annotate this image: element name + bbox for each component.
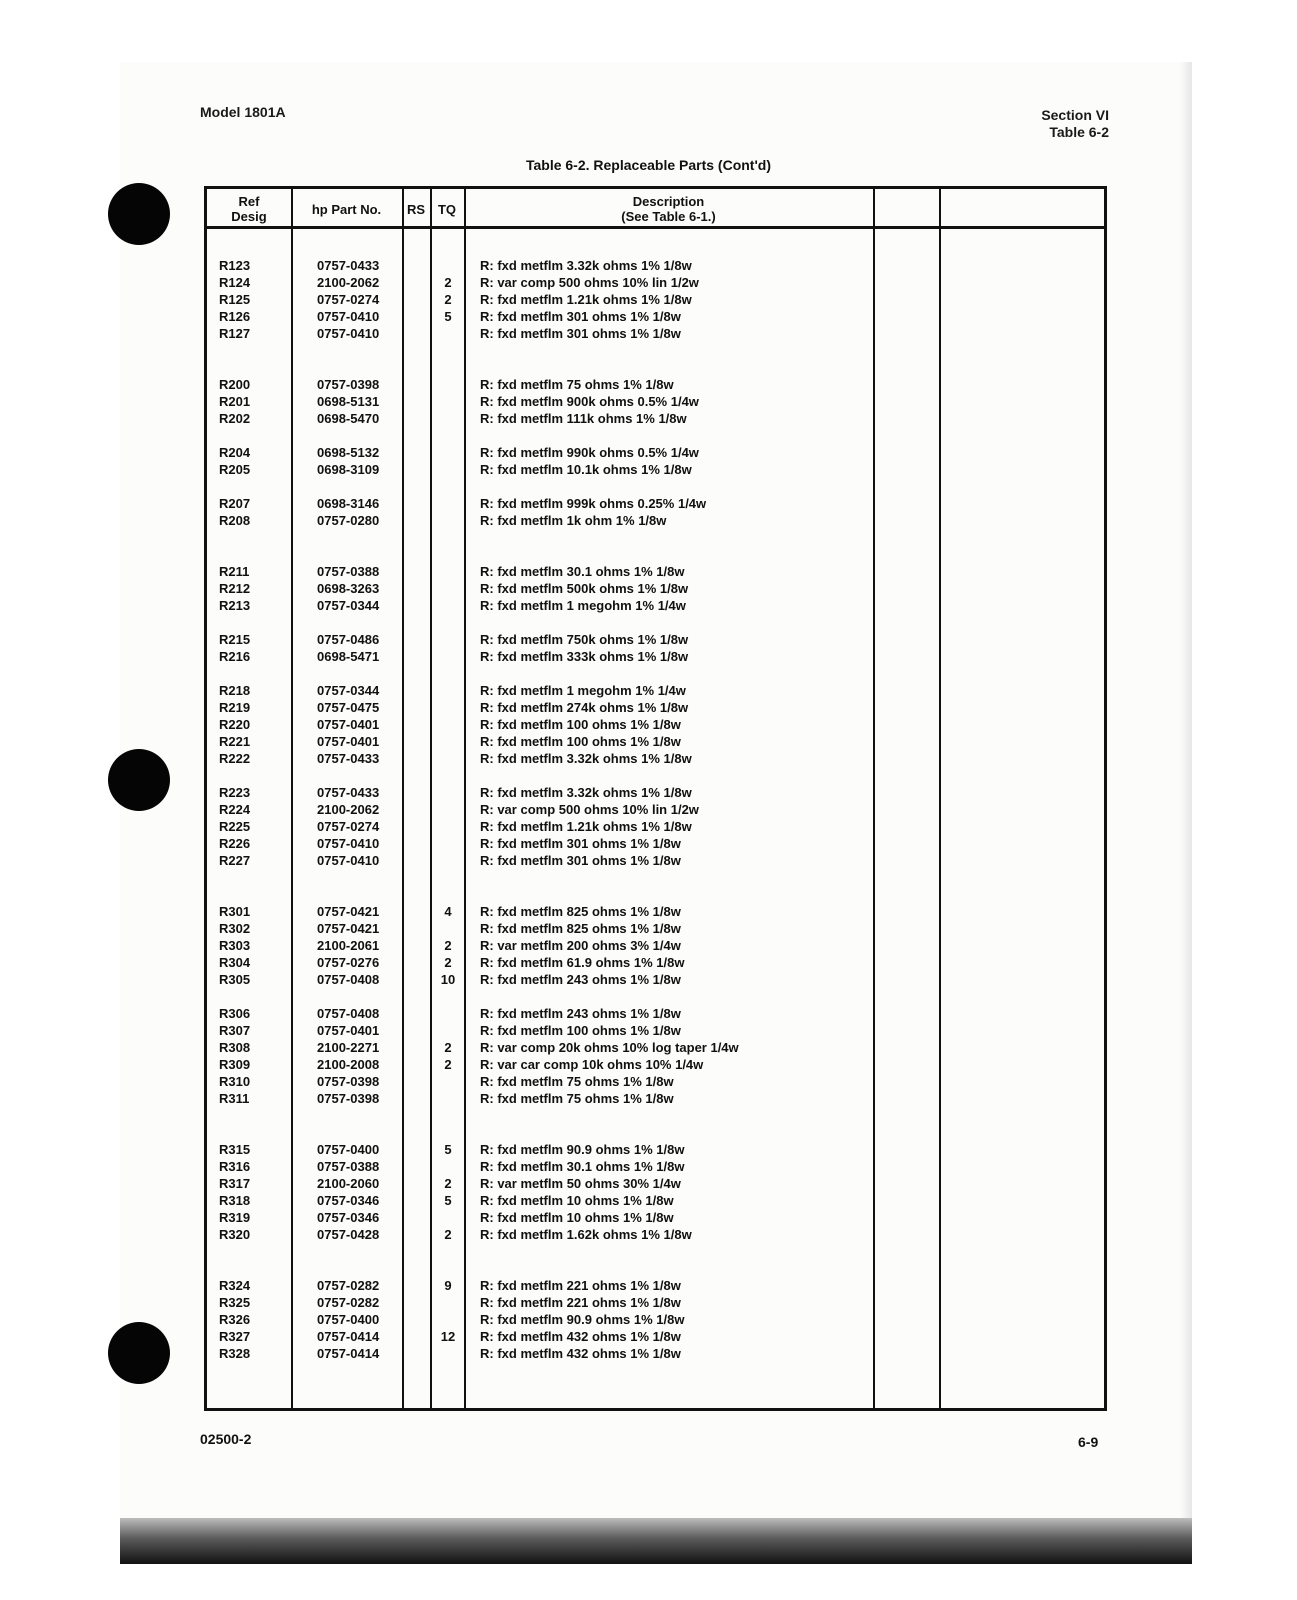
binder-hole [108, 1322, 170, 1384]
part-number-cell: 2100-2061 [317, 938, 380, 953]
description-cell: R: fxd metflm 990k ohms 0.5% 1/4w [480, 445, 699, 460]
part-number-cell: 0698-5132 [317, 445, 380, 460]
tq-cell: 10 [440, 972, 456, 987]
binder-hole [108, 183, 170, 245]
tq-cell: 2 [444, 1176, 452, 1191]
table-row [207, 1294, 1104, 1311]
table-row [207, 699, 1104, 716]
tq-cell: 4 [444, 904, 452, 919]
description-cell: R: var comp 20k ohms 10% log taper 1/4w [480, 1040, 739, 1055]
table-row [207, 274, 1104, 291]
part-number-cell: 0757-0408 [317, 1006, 380, 1021]
ref-desig-cell: R211 [219, 564, 250, 579]
part-number-cell: 0757-0410 [317, 853, 380, 868]
ref-desig-cell: R205 [219, 462, 251, 477]
part-number-cell: 0757-0346 [317, 1193, 380, 1208]
description-cell: R: fxd metflm 100 ohms 1% 1/8w [480, 717, 681, 732]
ref-desig-cell: R216 [219, 649, 251, 664]
row-spacer [207, 427, 1104, 444]
table-row [207, 818, 1104, 835]
table-row [207, 1311, 1104, 1328]
table-row [207, 648, 1104, 665]
ref-desig-cell: R328 [219, 1346, 251, 1361]
table-row [207, 308, 1104, 325]
ref-desig-cell: R307 [219, 1023, 251, 1038]
table-row [207, 801, 1104, 818]
part-number-cell: 0757-0428 [317, 1227, 380, 1242]
description-cell: R: fxd metflm 301 ohms 1% 1/8w [480, 326, 681, 341]
ref-desig-cell: R222 [219, 751, 251, 766]
ref-desig-cell: R324 [219, 1278, 251, 1293]
page-edge [1180, 62, 1192, 1562]
table-row [207, 1328, 1104, 1345]
description-cell: R: fxd metflm 825 ohms 1% 1/8w [480, 904, 681, 919]
description-cell: R: fxd metflm 90.9 ohms 1% 1/8w [480, 1142, 685, 1157]
description-cell: R: fxd metflm 111k ohms 1% 1/8w [480, 411, 687, 426]
ref-desig-cell: R207 [219, 496, 251, 511]
part-number-cell: 0698-5471 [317, 649, 380, 664]
table-ref-label: Table 6-2 [1049, 124, 1109, 140]
ref-desig-cell: R213 [219, 598, 251, 613]
description-cell: R: fxd metflm 75 ohms 1% 1/8w [480, 377, 674, 392]
ref-desig-cell: R208 [219, 513, 251, 528]
ref-desig-cell: R316 [219, 1159, 251, 1174]
part-number-cell: 0757-0388 [317, 564, 380, 579]
col-ref-header [207, 191, 291, 227]
part-number-cell: 0757-0414 [317, 1346, 380, 1361]
section-header [1041, 107, 1109, 141]
table-row [207, 1158, 1104, 1175]
ref-desig-cell: R127 [219, 326, 251, 341]
table-row [207, 1141, 1104, 1158]
ref-desig-cell: R220 [219, 717, 251, 732]
table-row [207, 1192, 1104, 1209]
table-row [207, 954, 1104, 971]
part-number-cell: 0757-0274 [317, 819, 380, 834]
table-row [207, 631, 1104, 648]
table-row [207, 1090, 1104, 1107]
table-row [207, 1005, 1104, 1022]
row-spacer [207, 478, 1104, 495]
doc-number: 02500-2 [200, 1431, 252, 1447]
col-desc-header [464, 191, 873, 227]
part-number-cell: 0757-0388 [317, 1159, 380, 1174]
part-number-cell: 0757-0401 [317, 717, 380, 732]
description-cell: R: fxd metflm 432 ohms 1% 1/8w [480, 1346, 681, 1361]
description-cell: R: var car comp 10k ohms 10% 1/4w [480, 1057, 704, 1072]
description-cell: R: fxd metflm 1k ohm 1% 1/8w [480, 513, 667, 528]
row-spacer [207, 529, 1104, 563]
description-cell: R: fxd metflm 3.32k ohms 1% 1/8w [480, 785, 692, 800]
row-spacer [207, 614, 1104, 631]
description-cell: R: fxd metflm 825 ohms 1% 1/8w [480, 921, 681, 936]
table-row [207, 971, 1104, 988]
ref-desig-cell: R319 [219, 1210, 251, 1225]
tq-cell: 2 [444, 1057, 452, 1072]
part-number-cell: 0698-5470 [317, 411, 380, 426]
ref-desig-cell: R125 [219, 292, 251, 307]
row-spacer [207, 869, 1104, 903]
col-ref-line1: Ref [238, 194, 260, 209]
description-cell: R: var metflm 200 ohms 3% 1/4w [480, 938, 681, 953]
ref-desig-cell: R305 [219, 972, 251, 987]
description-cell: R: fxd metflm 333k ohms 1% 1/8w [480, 649, 689, 664]
table-row [207, 1022, 1104, 1039]
part-number-cell: 0757-0346 [317, 1210, 380, 1225]
description-cell: R: fxd metflm 10.1k ohms 1% 1/8w [480, 462, 692, 477]
description-cell: R: fxd metflm 100 ohms 1% 1/8w [480, 734, 681, 749]
tq-cell: 12 [440, 1329, 456, 1344]
table-row [207, 461, 1104, 478]
description-cell: R: fxd metflm 1 megohm 1% 1/4w [480, 598, 686, 613]
description-cell: R: fxd metflm 30.1 ohms 1% 1/8w [480, 1159, 685, 1174]
table-row [207, 852, 1104, 869]
ref-desig-cell: R200 [219, 377, 251, 392]
ref-desig-cell: R126 [219, 309, 251, 324]
table-row [207, 1209, 1104, 1226]
part-number-cell: 0757-0433 [317, 785, 380, 800]
part-number-cell: 0757-0410 [317, 836, 380, 851]
col-desc-line1: Description [632, 194, 705, 209]
part-number-cell: 2100-2271 [317, 1040, 380, 1055]
part-number-cell: 0698-3263 [317, 581, 380, 596]
table-row [207, 1345, 1104, 1362]
table-row [207, 1039, 1104, 1056]
tq-cell: 2 [444, 955, 452, 970]
ref-desig-cell: R219 [219, 700, 251, 715]
ref-desig-cell: R315 [219, 1142, 251, 1157]
tq-cell: 5 [444, 309, 452, 324]
description-cell: R: fxd metflm 3.32k ohms 1% 1/8w [480, 258, 692, 273]
part-number-cell: 0757-0414 [317, 1329, 380, 1344]
ref-desig-cell: R124 [219, 275, 251, 290]
ref-desig-cell: R226 [219, 836, 251, 851]
table-row [207, 257, 1104, 274]
ref-desig-cell: R302 [219, 921, 251, 936]
description-cell: R: fxd metflm 999k ohms 0.25% 1/4w [480, 496, 707, 511]
part-number-cell: 2100-2062 [317, 802, 380, 817]
ref-desig-cell: R301 [219, 904, 251, 919]
table-row [207, 835, 1104, 852]
ref-desig-cell: R212 [219, 581, 251, 596]
description-cell: R: fxd metflm 432 ohms 1% 1/8w [480, 1329, 681, 1344]
description-cell: R: var comp 500 ohms 10% lin 1/2w [480, 802, 699, 817]
part-number-cell: 0757-0421 [317, 904, 380, 919]
description-cell: R: fxd metflm 1.21k ohms 1% 1/8w [480, 292, 692, 307]
description-cell: R: fxd metflm 1 megohm 1% 1/4w [480, 683, 686, 698]
table-row [207, 512, 1104, 529]
col-ref-line2: Desig [231, 209, 267, 224]
ref-desig-cell: R327 [219, 1329, 251, 1344]
ref-desig-cell: R202 [219, 411, 251, 426]
ref-desig-cell: R225 [219, 819, 251, 834]
description-cell: R: fxd metflm 1.21k ohms 1% 1/8w [480, 819, 692, 834]
col-tq-header: TQ [437, 201, 457, 217]
ref-desig-cell: R224 [219, 802, 251, 817]
ref-desig-cell: R320 [219, 1227, 251, 1242]
row-spacer [207, 1243, 1104, 1277]
table-row [207, 1073, 1104, 1090]
ref-desig-cell: R204 [219, 445, 251, 460]
table-row [207, 1226, 1104, 1243]
part-number-cell: 0757-0486 [317, 632, 380, 647]
description-cell: R: fxd metflm 750k ohms 1% 1/8w [480, 632, 689, 647]
description-cell: R: fxd metflm 900k ohms 0.5% 1/4w [480, 394, 699, 409]
part-number-cell: 0757-0401 [317, 734, 380, 749]
description-cell: R: fxd metflm 30.1 ohms 1% 1/8w [480, 564, 685, 579]
description-cell: R: fxd metflm 10 ohms 1% 1/8w [480, 1210, 674, 1225]
part-number-cell: 0757-0344 [317, 683, 380, 698]
ref-desig-cell: R317 [219, 1176, 251, 1191]
table-row [207, 393, 1104, 410]
table-row [207, 784, 1104, 801]
table-row [207, 682, 1104, 699]
tq-cell: 2 [444, 1227, 452, 1242]
ref-desig-cell: R311 [219, 1091, 250, 1106]
ref-desig-cell: R306 [219, 1006, 251, 1021]
table-row [207, 716, 1104, 733]
ref-desig-cell: R215 [219, 632, 251, 647]
table-row [207, 733, 1104, 750]
table-row [207, 325, 1104, 342]
part-number-cell: 0757-0400 [317, 1312, 380, 1327]
ref-desig-cell: R309 [219, 1057, 251, 1072]
table-row [207, 1175, 1104, 1192]
part-number-cell: 0757-0408 [317, 972, 380, 987]
description-cell: R: fxd metflm 61.9 ohms 1% 1/8w [480, 955, 685, 970]
table-body [207, 257, 1104, 1362]
part-number-cell: 2100-2062 [317, 275, 380, 290]
part-number-cell: 0757-0274 [317, 292, 380, 307]
table-row [207, 1056, 1104, 1073]
part-number-cell: 0698-3146 [317, 496, 380, 511]
part-number-cell: 0698-5131 [317, 394, 380, 409]
description-cell: R: fxd metflm 75 ohms 1% 1/8w [480, 1091, 674, 1106]
description-cell: R: fxd metflm 221 ohms 1% 1/8w [480, 1278, 681, 1293]
part-number-cell: 0757-0398 [317, 377, 380, 392]
ref-desig-cell: R308 [219, 1040, 251, 1055]
ref-desig-cell: R318 [219, 1193, 251, 1208]
description-cell: R: fxd metflm 301 ohms 1% 1/8w [480, 853, 681, 868]
ref-desig-cell: R227 [219, 853, 251, 868]
ref-desig-cell: R326 [219, 1312, 251, 1327]
part-number-cell: 0757-0280 [317, 513, 380, 528]
part-number-cell: 0757-0282 [317, 1295, 380, 1310]
part-number-cell: 0757-0410 [317, 309, 380, 324]
ref-desig-cell: R325 [219, 1295, 251, 1310]
col-part-header: hp Part No. [311, 201, 382, 217]
description-cell: R: fxd metflm 243 ohms 1% 1/8w [480, 972, 681, 987]
binder-hole [108, 749, 170, 811]
part-number-cell: 0757-0400 [317, 1142, 380, 1157]
col-desc-line2: (See Table 6-1.) [621, 209, 716, 224]
table-row [207, 920, 1104, 937]
part-number-cell: 0757-0410 [317, 326, 380, 341]
tq-cell: 2 [444, 1040, 452, 1055]
part-number-cell: 0757-0401 [317, 1023, 380, 1038]
ref-desig-cell: R201 [219, 394, 251, 409]
description-cell: R: var comp 500 ohms 10% lin 1/2w [480, 275, 699, 290]
row-spacer [207, 665, 1104, 682]
description-cell: R: fxd metflm 301 ohms 1% 1/8w [480, 836, 681, 851]
table-row [207, 444, 1104, 461]
part-number-cell: 0757-0344 [317, 598, 380, 613]
ref-desig-cell: R304 [219, 955, 251, 970]
scan-shadow [120, 1518, 1192, 1564]
description-cell: R: fxd metflm 243 ohms 1% 1/8w [480, 1006, 681, 1021]
part-number-cell: 0757-0421 [317, 921, 380, 936]
part-number-cell: 0757-0475 [317, 700, 380, 715]
part-number-cell: 2100-2008 [317, 1057, 380, 1072]
section-label: Section VI [1041, 107, 1109, 123]
table-row [207, 410, 1104, 427]
description-cell: R: fxd metflm 100 ohms 1% 1/8w [480, 1023, 681, 1038]
col-rs-header: RS [406, 201, 426, 217]
tq-cell: 5 [444, 1193, 452, 1208]
tq-cell: 2 [444, 292, 452, 307]
table-row [207, 937, 1104, 954]
description-cell: R: fxd metflm 1.62k ohms 1% 1/8w [480, 1227, 692, 1242]
table-title: Table 6-2. Replaceable Parts (Cont'd) [525, 157, 772, 173]
part-number-cell: 0698-3109 [317, 462, 380, 477]
row-spacer [207, 767, 1104, 784]
page-number: 6-9 [1078, 1434, 1099, 1450]
table-row [207, 597, 1104, 614]
table-row [207, 750, 1104, 767]
part-number-cell: 0757-0398 [317, 1091, 380, 1106]
table-row [207, 563, 1104, 580]
ref-desig-cell: R310 [219, 1074, 251, 1089]
description-cell: R: fxd metflm 274k ohms 1% 1/8w [480, 700, 689, 715]
tq-cell: 2 [444, 275, 452, 290]
part-number-cell: 0757-0433 [317, 258, 380, 273]
description-cell: R: fxd metflm 500k ohms 1% 1/8w [480, 581, 689, 596]
description-cell: R: fxd metflm 301 ohms 1% 1/8w [480, 309, 681, 324]
tq-cell: 5 [444, 1142, 452, 1157]
table-row [207, 903, 1104, 920]
description-cell: R: fxd metflm 221 ohms 1% 1/8w [480, 1295, 681, 1310]
tq-cell: 9 [444, 1278, 452, 1293]
table-row [207, 1277, 1104, 1294]
table-row [207, 376, 1104, 393]
model-header: Model 1801A [200, 104, 286, 120]
table-row [207, 495, 1104, 512]
description-cell: R: fxd metflm 3.32k ohms 1% 1/8w [480, 751, 692, 766]
ref-desig-cell: R221 [219, 734, 251, 749]
parts-table [204, 186, 1107, 1411]
ref-desig-cell: R223 [219, 785, 251, 800]
table-row [207, 291, 1104, 308]
part-number-cell: 0757-0433 [317, 751, 380, 766]
description-cell: R: var metflm 50 ohms 30% 1/4w [480, 1176, 681, 1191]
row-spacer [207, 1107, 1104, 1141]
part-number-cell: 0757-0276 [317, 955, 380, 970]
ref-desig-cell: R218 [219, 683, 251, 698]
row-spacer [207, 342, 1104, 376]
table-row [207, 580, 1104, 597]
part-number-cell: 0757-0282 [317, 1278, 380, 1293]
part-number-cell: 2100-2060 [317, 1176, 380, 1191]
ref-desig-cell: R303 [219, 938, 251, 953]
tq-cell: 2 [444, 938, 452, 953]
description-cell: R: fxd metflm 10 ohms 1% 1/8w [480, 1193, 674, 1208]
ref-desig-cell: R123 [219, 258, 251, 273]
description-cell: R: fxd metflm 75 ohms 1% 1/8w [480, 1074, 674, 1089]
part-number-cell: 0757-0398 [317, 1074, 380, 1089]
row-spacer [207, 988, 1104, 1005]
description-cell: R: fxd metflm 90.9 ohms 1% 1/8w [480, 1312, 685, 1327]
